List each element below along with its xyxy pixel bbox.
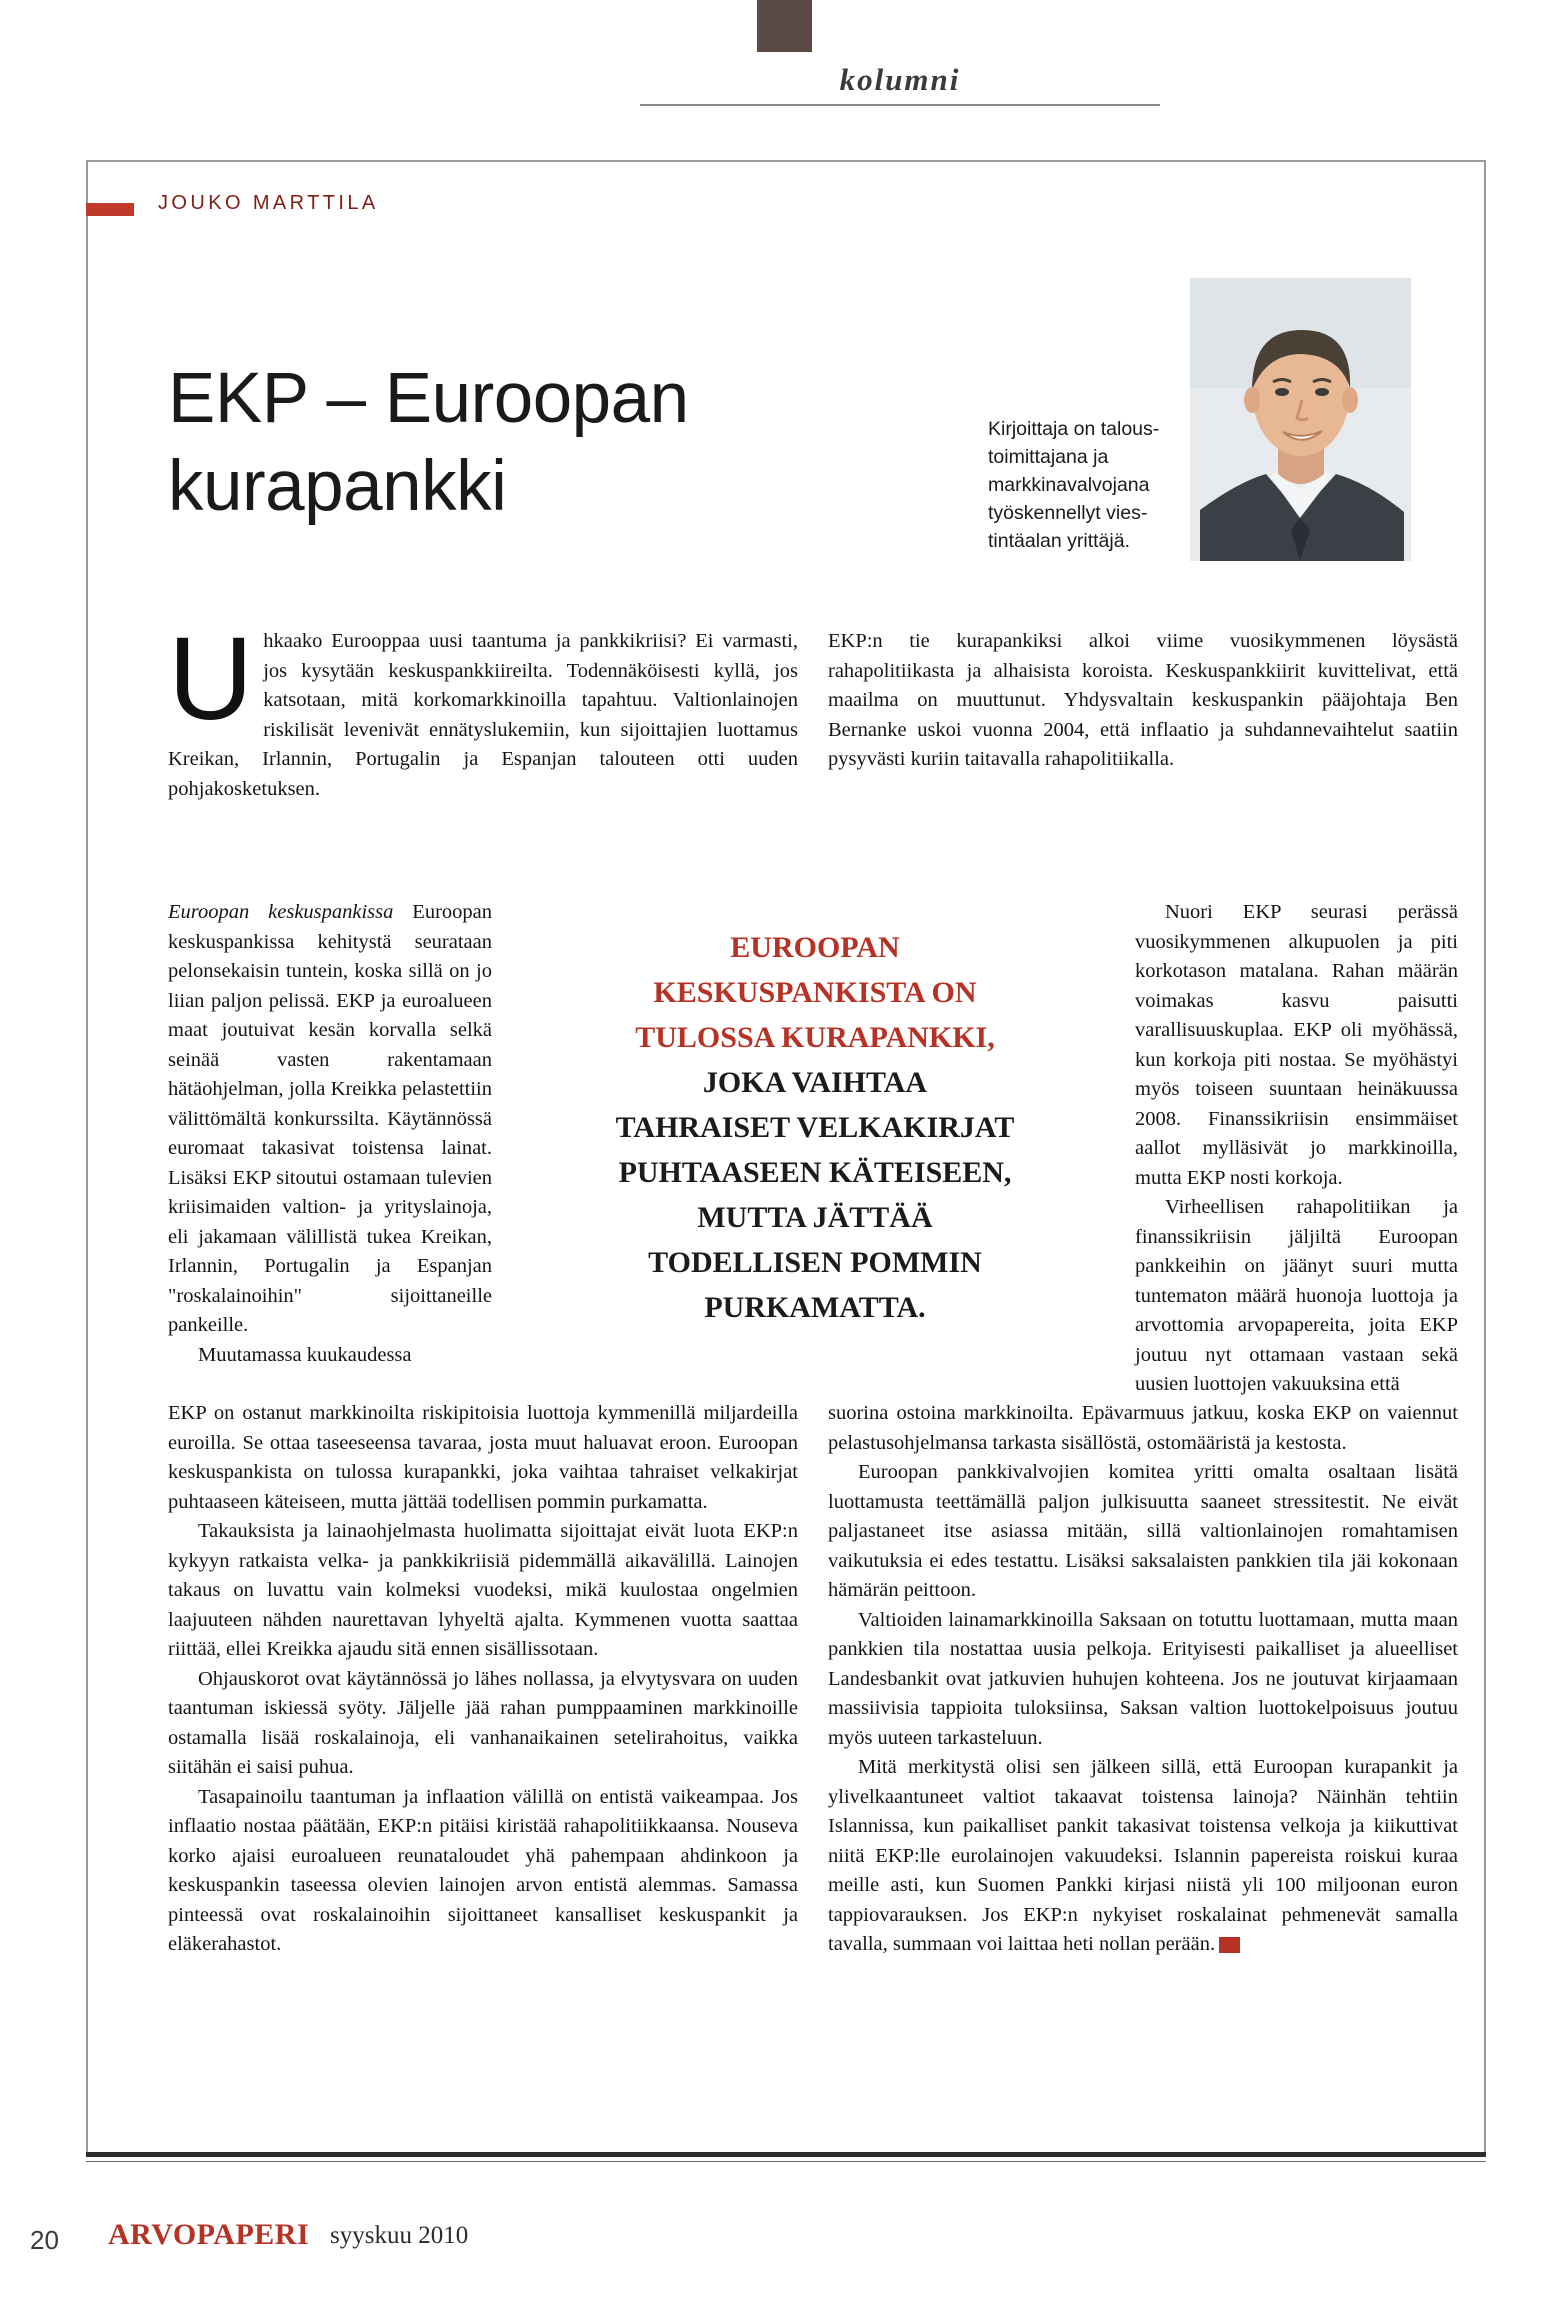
body-column-left-narrow (168, 898, 492, 1370)
body-column-right-top (828, 627, 1458, 775)
paragraph: Virheellisen rahapolitiikan ja finanssikriisin jäljiltä Euroopan pankkeihin on jäänyt suuri mutta tuntematon määrä huonoja luottoja ja arvottomia arvopapereita, joita EKP joutuu nyt ottamaan vastaan sekä uusien luottojen vakuuksina että (1135, 1196, 1458, 1395)
pull-quote-line: TODELLISEN POMMIN (648, 1246, 982, 1279)
paragraph: suorina ostoina markkinoilta. Epävarmuus jatkuu, koska EKP on vaiennut pelastusohjelmansa tarkasta sisällöstä, ostomääristä ja kestosta. (828, 1402, 1458, 1454)
end-mark: AP (1219, 1937, 1240, 1953)
pull-quote-line: KESKUSPANKISTA ON (653, 976, 977, 1009)
paragraph: Ohjauskorot ovat käytännössä jo lähes nollassa, ja elvytysvara on uuden taantuman iskiessä syöty. Jäljelle jää rahan pumppaaminen markkinoille ostamalla lisää roskalainoja, eli vanhanaikainen setelirahoitus, vaikka siitähän ei saisi puhua. (168, 1667, 798, 1778)
byline-dash-icon (86, 203, 134, 216)
section-label: kolumni (839, 62, 961, 97)
paragraph: Euroopan pankkivalvojien komitea yritti omalta osaltaan lisätä luottamusta teettämällä paljon julkisuutta saaneet stressitestit. Ne eivät paljastaneet itse asiassa mitään, sillä valtionlainojen romahtamisen vaikutuksia ei edes testattu. Lisäksi saksalaisten pankkien tila jäi kokonaan hämärän peittoon. (828, 1461, 1458, 1601)
portrait-illustration (1190, 278, 1411, 561)
footer-rule-thick (86, 2152, 1486, 2157)
pull-quote-line: MUTTA JÄTTÄÄ (697, 1201, 933, 1234)
pull-quote (520, 925, 1110, 1330)
publication-logo: ARVOPAPERI (108, 2218, 310, 2251)
author-bio: Kirjoittaja on taloustoimittajana ja markkinavalvojana työskennellyt viestintäalan yrittäjä. (988, 418, 1160, 552)
page-number: 20 (30, 2225, 59, 2255)
paragraph (828, 627, 1458, 775)
paragraph (168, 898, 492, 1341)
pull-quote-line: TAHRAISET VELKAKIRJAT (615, 1111, 1015, 1144)
footer-rule-thin (86, 2161, 1486, 2162)
issue-date: syyskuu 2010 (330, 2222, 469, 2249)
paragraph-text: Mitä merkitystä olisi sen jälkeen sillä, että Euroopan kurapankit ja ylivelkaantuneet valtiot takaavat toistensa lainoja? Näinhän tehtiin Islannissa, kun paikalliset pankit takasivat toistensa velkoja ja kiikuttivat niitä EKP:lle eurolainojen vakuudeksi. Islannin papereista roiskui kuraa meille asti, kun Suomen Pankki kirjasi niistä yli 100 miljoonan euron tappiovarauksen. Jos EKP:n nykyiset roskalainat pehmenevät samalla tavalla, summaan voi laittaa heti nollan perään. (828, 1756, 1458, 1955)
paragraph: EKP on ostanut markkinoilta riskipitoisia luottoja kymmenillä miljardeilla euroilla. Se ottaa taseeseensa tavaraa, josta muut haluavat eroon. Euroopan keskuspankista on tulossa kurapankki, joka vaihtaa tahraiset velkakirjat puhtaaseen käteiseen, mutta jättää todellisen pommin purkamatta. (168, 1402, 798, 1513)
paragraph-italic-lead: Euroopan keskuspankissa (168, 901, 394, 923)
paragraph: Valtioiden lainamarkkinoilla Saksaan on totuttu luottamaan, mutta maan pankkien tila nostattaa uusia pelkoja. Erityisesti paikalliset ja alueelliset Landesbankit ovat jatkuvien huhujen kohteena. Jos ne joutuvat kirjaamaan massiivisia tappioita tuloksiinsa, Saksan valtion luottokelpoisuus joutuu myös uuteen tarkasteluun. (828, 1608, 1458, 1749)
body-column-right-narrow (1135, 898, 1458, 1400)
masthead-rule (640, 104, 1160, 106)
page-title (168, 355, 928, 531)
author-portrait-photo (1190, 278, 1411, 561)
paragraph (168, 613, 798, 804)
drop-cap: U (168, 613, 254, 745)
pull-quote-line: JOKA VAIHTAA (702, 1066, 928, 1099)
paragraph: Tasapainoilu taantuman ja inflaation välillä on entistä vaikeampaa. Jos inflaatio nostaa päätään, EKP:n pitäisi kiristää rahapolitiikkaansa. Nouseva korko ajaisi euroalueen reunataloudet yhä pahempaan ahdinkoon ja keskuspankin taseessa olevien lainojen arvon entistä alemmas. Samassa pinteessä ovat roskalainoihin sijoittaneet kansalliset keskuspankit ja eläkerahastot. (168, 1785, 798, 1955)
masthead (0, 0, 1543, 120)
paragraph (828, 1753, 1458, 1960)
paragraph-text: Euroopan keskuspankissa kehitystä seurataan pelonsekaisin tuntein, koska sillä on jo liian paljon pelissä. EKP ja euroalueen maat joutuivat kesän korvalla selkä seinää vasten rakentamaan hätäohjelman, jolla Kreikka pelastettiin välittömältä konkurssilta. Käytännössä euromaat takasivat toistensa lainat. Lisäksi EKP sitoutui ostamaan tulevien kriisimaiden valtion- ja yrityslainoja, eli jakamaan välillistä tukea Kreikan, Irlannin, Portugalin ja Espanjan "roskalainoihin" sijoittaneille pankeille. (168, 901, 492, 1336)
headline-line-2: kurapankki (168, 447, 507, 526)
body-column-right-bottom (828, 1399, 1458, 1960)
paragraph: Muutamassa kuukaudessa (198, 1343, 412, 1366)
byline-author: JOUKO MARTTILA (158, 192, 379, 214)
pull-quote-line: PUHTAASEEN KÄTEISEEN, (618, 1156, 1012, 1189)
pull-quote-line: TULOSSA KURAPANKKI, (635, 1021, 995, 1054)
body-column-left-bottom (168, 1399, 798, 1960)
paragraph: Nuori EKP seurasi perässä vuosikymmenen alkupuolen ja piti korkotason matalana. Rahan määrän voimakas kasvu paisutti varallisuuskuplaa. EKP oli myöhässä, kun korkoja piti nostaa. Se myöhästyi myös toiseen suuntaan heinäkuussa 2008. Finanssikriisin ensimmäiset aallot mylläsivät jo markkinoilla, mutta EKP nosti korkoja. (1135, 901, 1458, 1189)
pull-quote-line: EUROOPAN (730, 931, 900, 964)
pull-quote-line: PURKAMATTA. (704, 1291, 926, 1324)
headline-line-1: EKP – Euroopan (168, 359, 689, 438)
masthead-block-decoration (757, 0, 812, 52)
paragraph: Takauksista ja lainaohjelmasta huolimatta sijoittajat eivät luota EKP:n kykyyn ratkaista velka- ja pankkikriisiä pidemmällä aikavälillä. Lainojen takaus on luvattu vain kolmeksi vuodeksi, mikä kuulostaa ongelmien laajuuteen nähden naurettavan lyhyeltä ajalta. Kymmenen vuotta saattaa riittää, ellei Kreikka ajaudu sitä ennen sisällissotaan. (168, 1520, 798, 1660)
body-column-left-top (168, 613, 798, 804)
paragraph-text: hkaako Eurooppaa uusi taantuma ja pankkikriisi? Ei varmasti, jos kysytään keskuspankkiireilta. Todennäköisesti kyllä, jos katsotaan, mitä korkomarkkinoilla tapahtuu. Valtionlainojen riskilisät levenivät ennätyslukemiin, kun sijoittajien luottamus Kreikan, Irlannin, Portugalin ja Espanjan talouteen otti uuden pohjakosketuksen. (168, 630, 798, 800)
paragraph-text: EKP:n tie kurapankiksi alkoi viime vuosikymmenen löysästä rahapolitiikasta ja alhaisista koroista. Keskuspankkiirit kuvittelivat, että maailma on muuttunut. Yhdysvaltain keskuspankin pääjohtaja Ben Bernanke uskoi vuonna 2004, että inflaatio ja suhdannevaihtelut saatiin pysyvästi kuriin taitavalla rahapolitiikalla. (828, 630, 1458, 770)
